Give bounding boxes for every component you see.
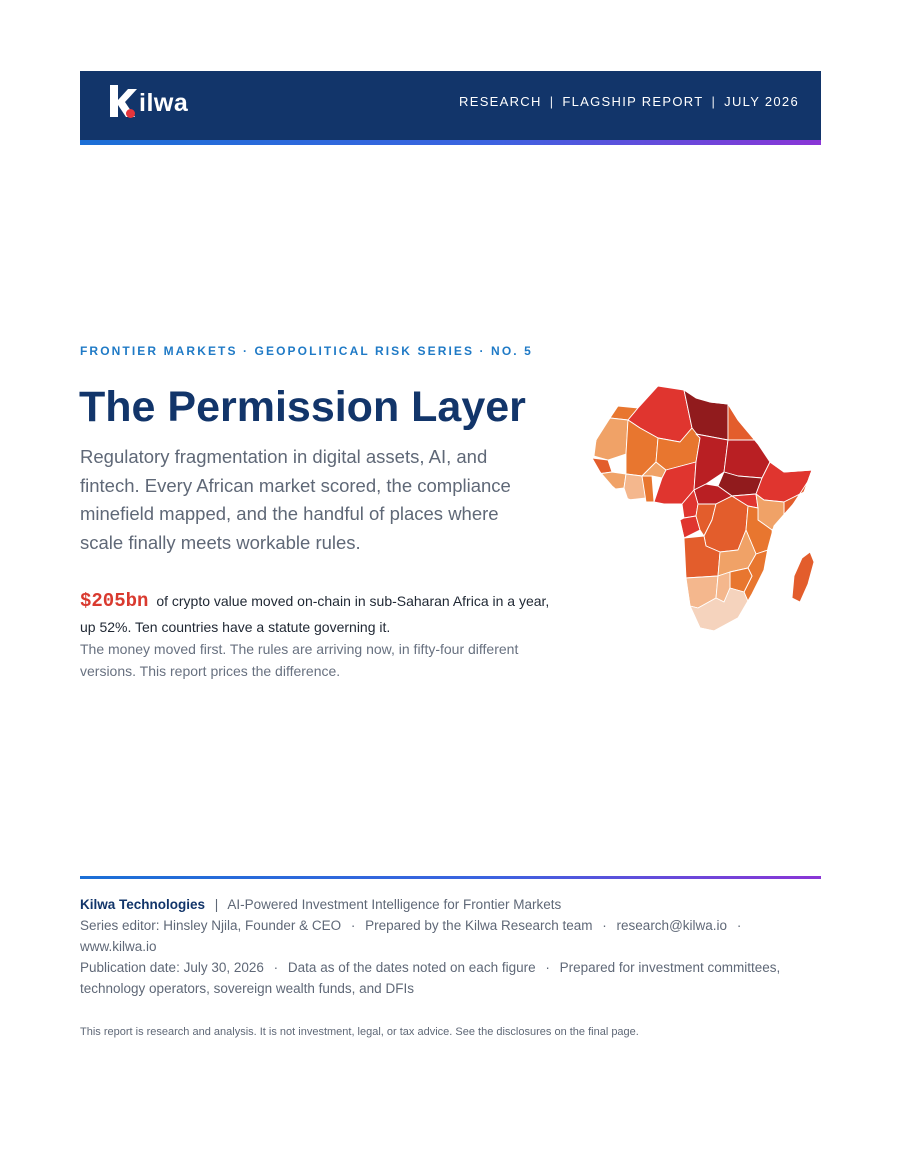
kilwa-logo-mark-icon [108, 81, 138, 121]
report-subtitle: Regulatory fragmentation in digital assets, AI, and fintech. Every African market scored, the compliance minefield mapped, and the handful of places where scale finally meets workable rules. [80, 446, 511, 554]
header-separator: | [711, 94, 717, 109]
africa-choropleth-map [588, 380, 818, 635]
footer-gradient-rule [80, 876, 821, 879]
publication-date: Publication date: July 30, 2026 [80, 960, 264, 975]
footer-credits [80, 894, 800, 999]
footer-dot: · [602, 918, 607, 933]
footer-separator: | [214, 897, 219, 912]
report-title: The Permission Layer [79, 383, 526, 431]
header-section: RESEARCH [459, 94, 542, 109]
header-gradient-rule [80, 140, 821, 145]
stat-figure: $205bn [80, 590, 149, 612]
data-note: Data as of the dates noted on each figure [287, 960, 536, 975]
header-bar [80, 71, 821, 140]
disclaimer: This report is research and analysis. It is not investment, legal, or tax advice. See the disclosures on the final page. [80, 1026, 639, 1038]
map-region-egypt [728, 404, 764, 440]
header-report-type: FLAGSHIP REPORT [562, 94, 704, 109]
stat-note: The money moved first. The rules are arriving now, in fifty-four different versions. This report prices the difference. [80, 641, 519, 679]
map-region-sudan [724, 440, 770, 478]
header-separator: | [549, 94, 555, 109]
map-region-senegal [592, 458, 612, 474]
footer-line-publication [80, 957, 800, 999]
company-tagline: AI-Powered Investment Intelligence for Frontier Markets [227, 897, 562, 912]
footer-line-company [80, 894, 800, 915]
headline-stat [80, 588, 550, 640]
header-date: JULY 2026 [724, 94, 799, 109]
footer-dot: · [545, 960, 550, 975]
logo-wordmark: ilwa [139, 89, 189, 117]
footer-dot: · [273, 960, 279, 975]
website-link[interactable]: www.kilwa.io [80, 939, 157, 954]
series-editor: Series editor: Hinsley Njila, Founder & CEO [80, 918, 342, 933]
footer-dot: · [350, 918, 356, 933]
kilwa-logo[interactable] [108, 81, 188, 121]
map-region-mauritania [594, 418, 628, 460]
series-kicker: FRONTIER MARKETS · GEOPOLITICAL RISK SERIES · NO. 5 [80, 344, 533, 358]
map-region-madagascar [792, 552, 814, 602]
company-name: Kilwa Technologies [80, 897, 206, 912]
header-meta [459, 94, 799, 109]
contact-email[interactable]: research@kilwa.io [616, 918, 728, 933]
stat-text: of crypto value moved on-chain in sub-Saharan Africa in a year, up 52%. Ten countries have a statute governing it. [80, 593, 550, 635]
audience-note: Prepared for investment committees, technology operators, sovereign wealth funds, and DFIs [80, 960, 781, 996]
footer-line-credits [80, 915, 800, 957]
footer-dot: · [736, 918, 742, 933]
prepared-by: Prepared by the Kilwa Research team [365, 918, 593, 933]
